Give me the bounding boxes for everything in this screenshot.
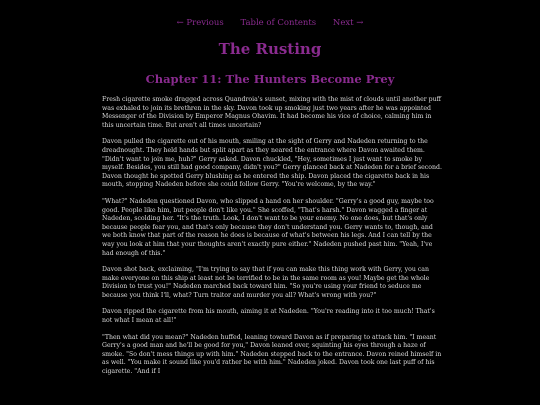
story-title: The Rusting [218, 40, 322, 58]
story-paragraph: Fresh cigarette smoke dragged across Quandroia's sunset, mixing with the mist of clouds until another puff was exhaled to join its brethren in the sky. Davon took up smoking just two years after he was appointed Messenger of the Division by Emperor Magnus Ohavim. It had become his vice of choice, calming him in this uncertain time. But aren't all times uncertain? [102, 96, 441, 129]
story-paragraph: "Then what did you mean?" Nadeden huffed, leaning toward Davon as if preparing to attack him. "I meant Gerry's a good man and he'll be good for you," Davon leaned over, squinting his eyes through a haze of smoke. "So don't mess things up with him." Nadeden stepped back to the entrance. Davon reined himself in as well. "You make it sound like you'd rather be with him." Nadeden joked. Davon took one last puff of his cigarette. "And if I [102, 333, 442, 376]
table-of-contents-link[interactable]: Table of Contents [240, 18, 317, 28]
story-paragraph: "What?" Nadeden questioned Davon, who slipped a hand on her shoulder. "Gerry's a good guy, maybe too good. People like him, but people don't like you." She scoffed, "That's harsh." Davon wagged a finger at Nadeden, scolding her. "It's the truth. Look, I don't want to be your enemy. No one does, but that's only because people fear you, and that's only because they don't understand you. Gerry wants to, though, and we both know that part of the reason he does is because of what's between his legs. And I can tell by the way you look at him that your thoughts aren't exactly pure either." Nadeden pushed past him. "Yeah, I've had enough of this." [102, 197, 434, 257]
story-paragraph: Davon ripped the cigarette from his mouth, aiming it at Nadeden. "You're reading into it too much! That's not what I mean at all!" [102, 308, 435, 325]
next-link[interactable]: Next → [332, 18, 364, 28]
story-paragraph: Davon shot back, exclaiming, "I'm trying to say that if you can make this thing work with Gerry, you can make everyone on this ship at least not be terrified to be in the same room as you! Maybe get the whole Division to trust you!" Nadeden marched back toward him. "So you're using your friend to seduce me because you think I'll, what? Turn traitor and murder you all? What's wrong with you?" [102, 266, 430, 299]
story-paragraph: Davon pulled the cigarette out of his mouth, smiling at the sight of Gerry and Nadeden returning to the dreadnought. They held hands but split apart as they neared the entrance where Davon awaited them. "Didn't want to join me, huh?" Gerry asked. Davon chuckled, "Hey, sometimes I just want to smoke by myself. Besides, you still had good company, didn't you?" Gerry glanced back at Nadeden for a brief second. Davon thought he spotted Gerry blushing as he entered the ship. Davon placed the cigarette back in his mouth, stopping Nadeden before she could follow Gerry. "You're welcome, by the way." [102, 138, 442, 189]
chapter-nav [0, 18, 540, 28]
chapter-heading: Chapter 11: The Hunters Become Prey [145, 72, 395, 86]
previous-link[interactable]: ← Previous [176, 18, 224, 28]
story-body [102, 96, 442, 385]
